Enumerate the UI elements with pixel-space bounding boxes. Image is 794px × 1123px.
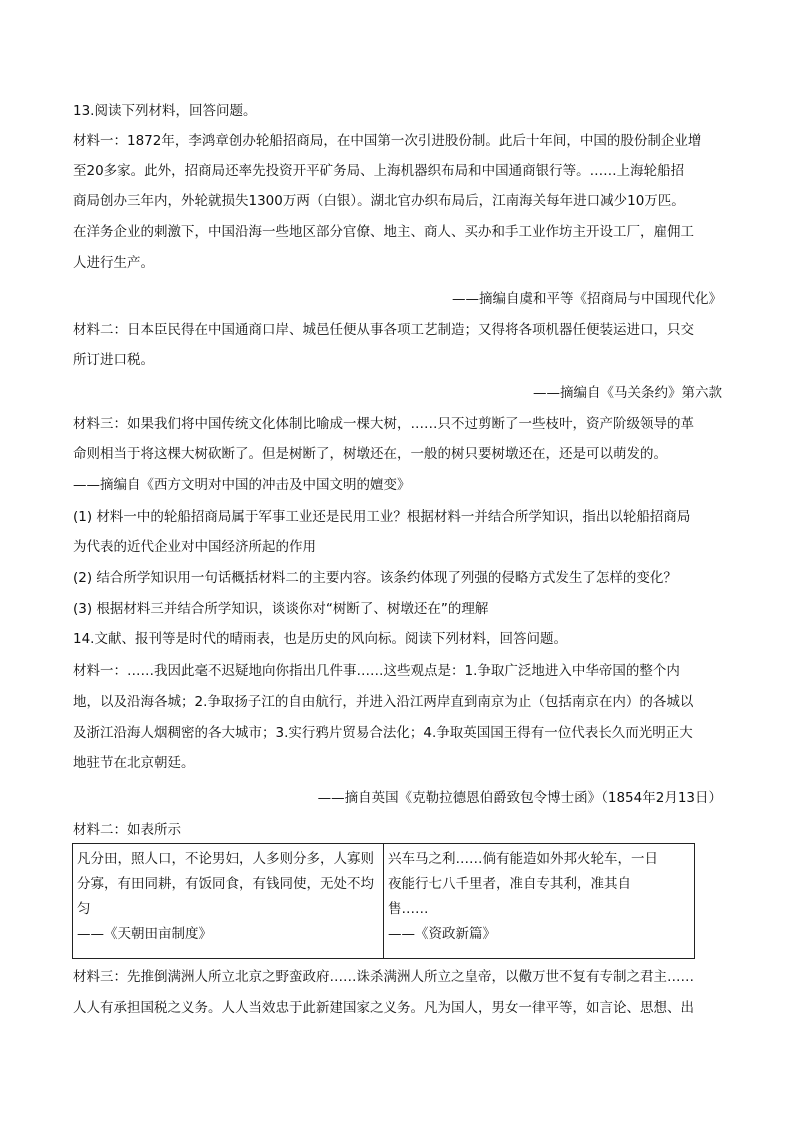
table-cell-line: 匀	[77, 901, 91, 917]
q13-title: 13.阅读下列材料，回答问题。	[73, 103, 257, 119]
q14-material1-line: 材料一：……我因此毫不迟疑地向你指出几件事……这些观点是：1.争取广泛地进入中华帝国的整个内	[73, 663, 680, 679]
q14-title: 14.文献、报刊等是时代的晴雨表，也是历史的风向标。阅读下列材料，回答问题。	[73, 631, 567, 647]
q13-material3-line: 材料三：如果我们将中国传统文化体制比喻成一棵大树，……只不过剪断了一些枝叶，资产阶级领导的革	[73, 416, 694, 432]
q14-material1-source: ——摘自英国《克勒拉德恩伯爵致包令博士函》（1854年2月13日）	[317, 790, 722, 806]
table-cell-line: 凡分田，照人口，不论男妇，人多则分多，人寡则	[77, 851, 374, 867]
q13-material1-line: 至20多家。此外，招商局还率先投资开平矿务局、上海机器织布局和中国通商银行等。……上海轮船招	[73, 163, 685, 179]
table-cell-line: 兴车马之利……倘有能造如外邦火轮车，一日	[388, 851, 658, 867]
q13-material1-line: 商局创办三年内，外轮就损失1300万两（白银）。湖北官办织布局后，江南海关每年进口减少10万匹。	[73, 193, 685, 209]
q14-material1-line: 及浙江沿海人烟稠密的各大城市；3.实行鸦片贸易合法化；4.争取英国国王得有一位代表长久而光明正大	[73, 725, 693, 741]
q14-material1-line: 地，以及沿海各城；2.争取扬子江的自由航行，并进入沿江两岸直到南京为止（包括南京在内）的各城以	[73, 694, 694, 710]
material2-table	[72, 843, 695, 959]
q13-material2-line: 所订进口税。	[73, 352, 154, 368]
q13-material3-source: ——摘编自《西方文明对中国的冲击及中国文明的嬗变》	[73, 477, 411, 493]
q13-question-line: (1) 材料一中的轮船招商局属于军事工业还是民用工业？根据材料一并结合所学知识，指出以轮船招商局	[73, 509, 691, 525]
q14-material3-line: 材料三：先推倒满洲人所立北京之野蛮政府……诛杀满洲人所立之皇帝，以儆万世不复有专制之君主……	[73, 969, 694, 985]
q14-material3-line: 人人有承担国税之义务。人人当效忠于此新建国家之义务。凡为国人，男女一律平等，如言论、思想、出	[73, 1000, 694, 1016]
q13-material2-source: ——摘编自《马关条约》第六款	[533, 385, 722, 401]
q14-material1-line: 地驻节在北京朝廷。	[73, 755, 195, 771]
q13-material2-line: 材料二：日本臣民得在中国通商口岸、城邑任便从事各项工艺制造；又得将各项机器任便装运进口，只交	[73, 322, 694, 338]
q13-question-line: (3) 根据材料三并结合所学知识，谈谈你对“树断了、树墩还在”的理解	[73, 601, 489, 617]
table-cell-line: 售……	[388, 901, 429, 917]
q13-question-line: 为代表的近代企业对中国经济所起的作用	[73, 539, 316, 555]
table-cell-source: ——《资政新篇》	[388, 926, 496, 942]
table-cell-zizheng	[384, 844, 695, 959]
table-cell-line: 夜能行七八千里者，准自专其利，准其自	[388, 876, 631, 892]
table-cell-tianchao	[73, 844, 384, 959]
table-cell-source: ——《天朝田亩制度》	[77, 926, 212, 942]
table-cell-line: 分寡，有田同耕，有饭同食，有钱同使，无处不均	[77, 876, 374, 892]
q13-material3-line: 命则相当于将这棵大树砍断了。但是树断了，树墩还在，一般的树只要树墩还在，还是可以萌发的。	[73, 446, 667, 462]
q13-material1-line: 人进行生产。	[73, 255, 154, 271]
q13-material1-line: 在洋务企业的刺激下，中国沿海一些地区部分官僚、地主、商人、买办和手工业作坊主开设工厂，雇佣工	[73, 224, 694, 240]
q13-material1-source: ——摘编自虞和平等《招商局与中国现代化》	[452, 291, 722, 307]
q14-material2-intro: 材料二：如表所示	[73, 822, 181, 838]
q13-material1-line: 材料一：1872年，李鸿章创办轮船招商局，在中国第一次引进股份制。此后十年间，中国的股份制企业增	[73, 133, 702, 149]
q13-question-line: (2) 结合所学知识用一句话概括材料二的主要内容。该条约体现了列强的侵略方式发生了怎样的变化？	[73, 570, 677, 586]
